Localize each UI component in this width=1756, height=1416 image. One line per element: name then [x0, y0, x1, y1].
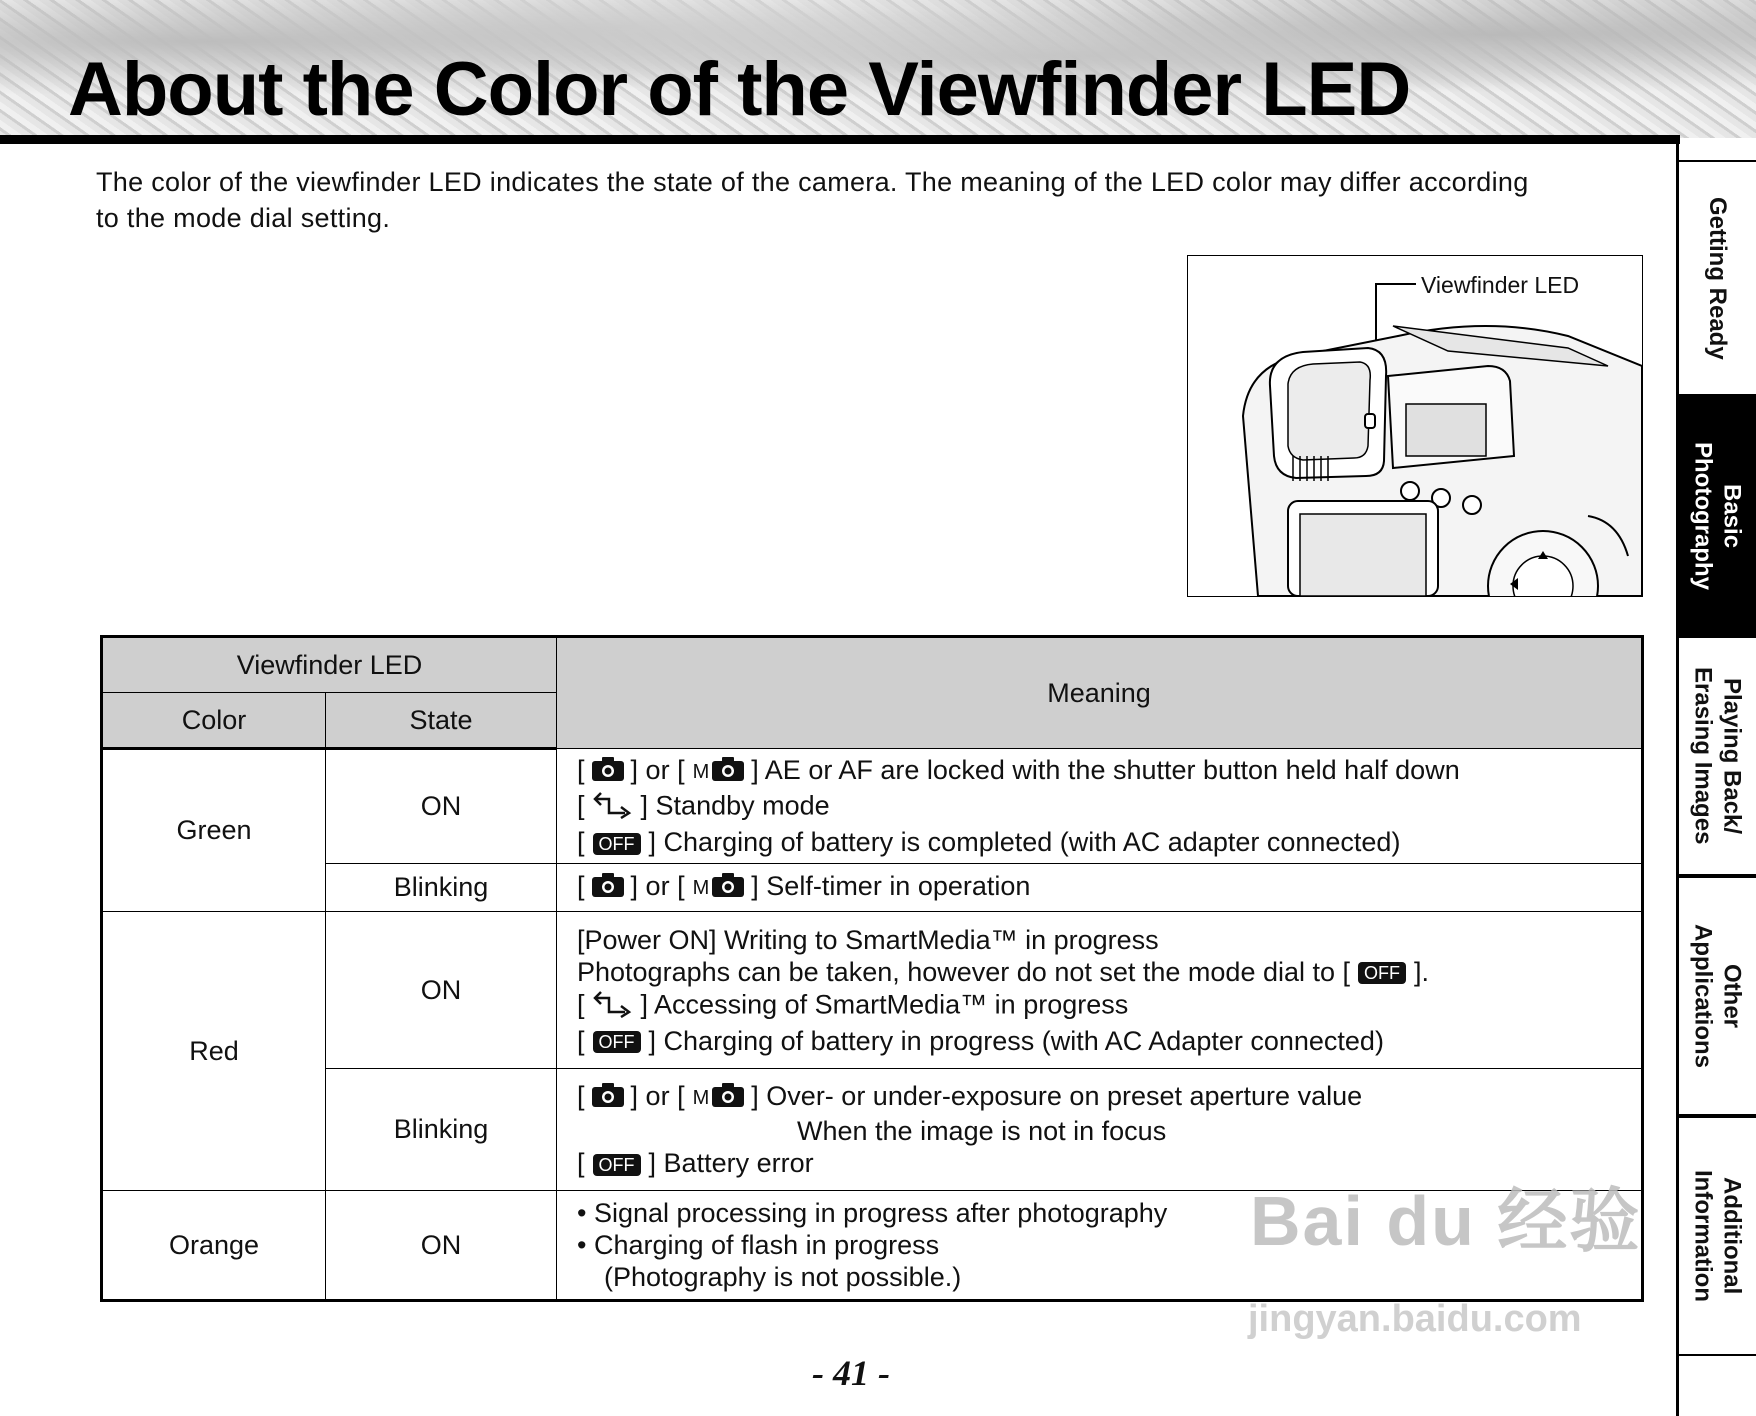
manual-camera-icon — [711, 1082, 745, 1115]
tab-label: Playing Back/ Erasing Images — [1689, 667, 1746, 845]
meaning-line: (Photography is not possible.) — [604, 1262, 962, 1292]
manual-camera-icon — [711, 872, 745, 905]
playback-arrow-icon — [591, 988, 635, 1025]
camera-icon — [591, 756, 625, 789]
meaning-line: [ OFF ] Battery error — [577, 1147, 814, 1178]
color-cell-red: Red — [102, 912, 326, 1191]
tab-label: Additional Information — [1689, 1170, 1746, 1302]
tab-other-applications[interactable] — [1679, 876, 1756, 1116]
color-cell-orange: Orange — [102, 1191, 326, 1301]
state-cell: Blinking — [326, 864, 557, 912]
meaning-line: [ ] or [ M ] AE or AF are locked with the shutter button held half down — [577, 754, 1621, 788]
camera-icon — [591, 1082, 625, 1115]
state-cell: ON — [326, 1191, 557, 1301]
meaning-line: [ ] or [ M ] Over- or under-exposure on preset aperture value — [577, 1080, 1621, 1114]
off-mode-badge: OFF — [1358, 962, 1406, 984]
page-number: - 41 - — [812, 1353, 890, 1393]
table-header-row — [102, 637, 1643, 693]
manual-mode-label: M — [692, 877, 710, 900]
meaning-cell — [557, 749, 1643, 864]
meaning-cell — [557, 912, 1643, 1069]
bullet: • — [577, 1198, 587, 1228]
meaning-line: Photographs can be taken, however do not set the mode dial to [ OFF ]. — [577, 956, 1430, 987]
watermark-logo: Bai du 经验 — [1250, 1182, 1642, 1260]
state-cell: ON — [326, 749, 557, 864]
meaning-line: When the image is not in focus — [797, 1115, 1167, 1146]
meaning-line: • Signal processing in progress after photography — [577, 1198, 1168, 1228]
tab-basic-photography[interactable] — [1679, 396, 1756, 636]
table-row — [102, 864, 1643, 912]
off-mode-badge: OFF — [593, 1154, 641, 1176]
table-row — [102, 749, 1643, 864]
off-mode-badge: OFF — [593, 1031, 641, 1053]
meaning-line: [Power ON] Writing to SmartMedia™ in progress — [577, 924, 1159, 955]
off-mode-badge: OFF — [593, 833, 641, 855]
meaning-cell — [557, 864, 1643, 912]
meaning-line: [ ] Accessing of SmartMedia™ in progress — [577, 988, 1621, 1025]
tab-label: Basic Photography — [1689, 442, 1746, 590]
watermark-url: jingyan.baidu.com — [1248, 1298, 1582, 1340]
intro-text: The color of the viewfinder LED indicates the state of the camera. The meaning of the LED color may differ according to the mode dial setting. — [96, 167, 1529, 233]
header-color: Color — [102, 693, 326, 749]
camera-icon — [591, 872, 625, 905]
camera-figure — [1187, 255, 1643, 597]
manual-camera-icon — [711, 756, 745, 789]
page-title: About the Color of the Viewfinder LED — [68, 47, 1411, 132]
playback-arrow-icon — [591, 789, 635, 826]
manual-mode-label: M — [692, 1087, 710, 1110]
table-row — [102, 912, 1643, 1069]
color-cell-green: Green — [102, 749, 326, 912]
header-state: State — [326, 693, 557, 749]
viewfinder-led-callout: Viewfinder LED — [1421, 272, 1580, 298]
state-cell: Blinking — [326, 1069, 557, 1191]
meaning-line: [ OFF ] Charging of battery is completed (with AC adapter connected) — [577, 826, 1401, 857]
meaning-line: [ ] or [ M ] Self-timer in operation — [577, 870, 1621, 904]
camera-illustration — [1188, 256, 1642, 596]
header-viewfinder-led: Viewfinder LED — [102, 637, 557, 693]
header-rule — [0, 135, 1680, 144]
meaning-line: • Charging of flash in progress — [577, 1230, 940, 1260]
header-meaning: Meaning — [557, 637, 1643, 749]
tab-getting-ready[interactable] — [1679, 160, 1756, 396]
tab-label: Other Applications — [1689, 923, 1746, 1068]
tab-label: Getting Ready — [1704, 196, 1731, 360]
manual-mode-label: M — [692, 761, 710, 784]
state-cell: ON — [326, 912, 557, 1069]
tab-playing-back[interactable] — [1679, 636, 1756, 876]
bullet: • — [577, 1230, 587, 1260]
meaning-line: [ OFF ] Charging of battery in progress (with AC Adapter connected) — [577, 1025, 1384, 1056]
tab-additional-information[interactable] — [1679, 1116, 1756, 1356]
meaning-line: [ ] Standby mode — [577, 789, 1621, 826]
